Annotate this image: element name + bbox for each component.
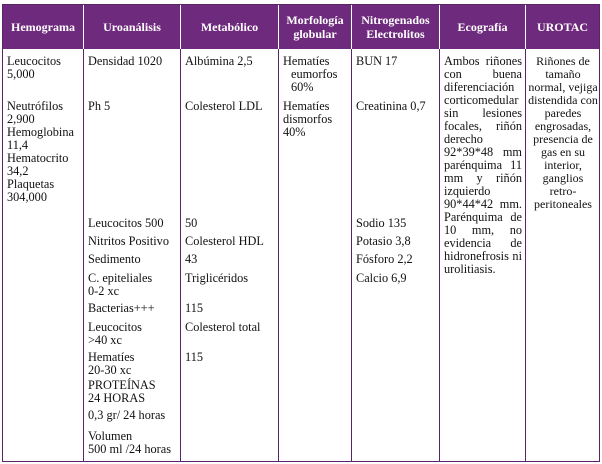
met-tg-label: Triglicéridos	[185, 271, 249, 285]
header-nitrogenados: Nitrogenados Electrolitos	[352, 5, 440, 49]
met-albumina: Albúmina 2,5	[185, 54, 253, 68]
header-hemograma: Hemograma	[3, 5, 84, 49]
uro-volumen-value: 500 ml /24 horas	[88, 442, 171, 456]
nit-bun: BUN 17	[356, 54, 398, 68]
uro-leucocitos-xc-value: >40 xc	[88, 333, 122, 347]
morf-dismorfos-1: Hematíes	[283, 99, 330, 113]
lab-results-table	[2, 4, 600, 462]
uro-epiteliales-label: C. epiteliales	[88, 271, 153, 285]
uro-hematies-label: Hematíes	[88, 350, 135, 364]
urotac-text: Riñones de tamaño normal, vejiga distendida con paredes engrosadas, presencia de gas en su interior, ganglios retro-peritoneales	[528, 54, 598, 211]
hemograma-leucocitos-value: 5,000	[7, 67, 35, 81]
hemograma-neutrofilos-value: 2,900	[7, 112, 35, 126]
uro-hematies-value: 20-30 xc	[88, 363, 132, 377]
nit-creatinina: Creatinina 0,7	[356, 99, 426, 113]
header-ecografia: Ecografía	[440, 5, 526, 49]
uro-proteinas-label-2: 24 HORAS	[88, 391, 146, 405]
uro-epiteliales-value: 0-2 xc	[88, 284, 120, 298]
morf-eumorfos-1: Hematíes	[283, 54, 330, 68]
hemograma-hematocrito-label: Hematocrito	[7, 151, 69, 165]
ecografia-text: Ambos riñones con buena diferenciación corticomedular sin lesiones focales, riñón derecho 92*39*48 mm parénquima 11 mm y riñón izquierdo 90*44*42 mm. Parénquima de 10 mm, no evidencia de hidronefrosis ni urolitiasis.	[444, 54, 522, 276]
hemograma-plaquetas-label: Plaquetas	[7, 177, 55, 191]
uro-bacterias: Bacterias+++	[88, 301, 155, 315]
uro-proteinas-value: 0,3 gr/ 24 horas	[88, 408, 166, 422]
uro-sedimento: Sedimento	[88, 252, 141, 266]
hemograma-plaquetas-value: 304,000	[7, 190, 47, 204]
hemograma-leucocitos-label: Leucocitos	[7, 54, 61, 68]
met-tg-value: 115	[185, 301, 203, 315]
uro-leucocitos: Leucocitos 500	[88, 216, 164, 230]
met-ldl-label: Colesterol LDL	[185, 99, 263, 113]
met-ldl-value: 50	[185, 216, 198, 230]
nit-potasio: Potasio 3,8	[356, 234, 411, 248]
morf-dismorfos-3: 40%	[283, 125, 306, 139]
hemograma-hematocrito-value: 34,2	[7, 164, 29, 178]
met-total-label: Colesterol total	[185, 320, 261, 334]
morf-eumorfos-3: 60%	[291, 80, 314, 94]
uro-leucocitos-xc-label: Leucocitos	[88, 320, 142, 334]
met-total-value: 115	[185, 350, 203, 364]
uro-volumen-label: Volumen	[88, 429, 133, 443]
hemograma-hemoglobina-label: Hemoglobina	[7, 125, 74, 139]
uro-ph: Ph 5	[88, 99, 111, 113]
nit-sodio: Sodio 135	[356, 216, 407, 230]
nit-fosforo: Fósforo 2,2	[356, 252, 413, 266]
uro-nitritos: Nitritos Positivo	[88, 234, 169, 248]
hemograma-hemoglobina-value: 11,4	[7, 138, 29, 152]
uro-proteinas-label-1: PROTEÍNAS	[88, 378, 156, 392]
morf-eumorfos-2: eumorfos	[291, 67, 338, 81]
hemograma-neutrofilos-label: Neutrófilos	[7, 99, 64, 113]
header-metabolico: Metabólico	[181, 5, 279, 49]
header-morfologia: Morfología globular	[279, 5, 352, 49]
met-hdl-value: 43	[185, 252, 198, 266]
uro-densidad: Densidad 1020	[88, 54, 163, 68]
nit-calcio: Calcio 6,9	[356, 271, 407, 285]
header-urotac: UROTAC	[526, 5, 599, 49]
morf-dismorfos-2: dismorfos	[283, 112, 333, 126]
header-uroanalisis: Uroanálisis	[84, 5, 181, 49]
met-hdl-label: Colesterol HDL	[185, 234, 264, 248]
